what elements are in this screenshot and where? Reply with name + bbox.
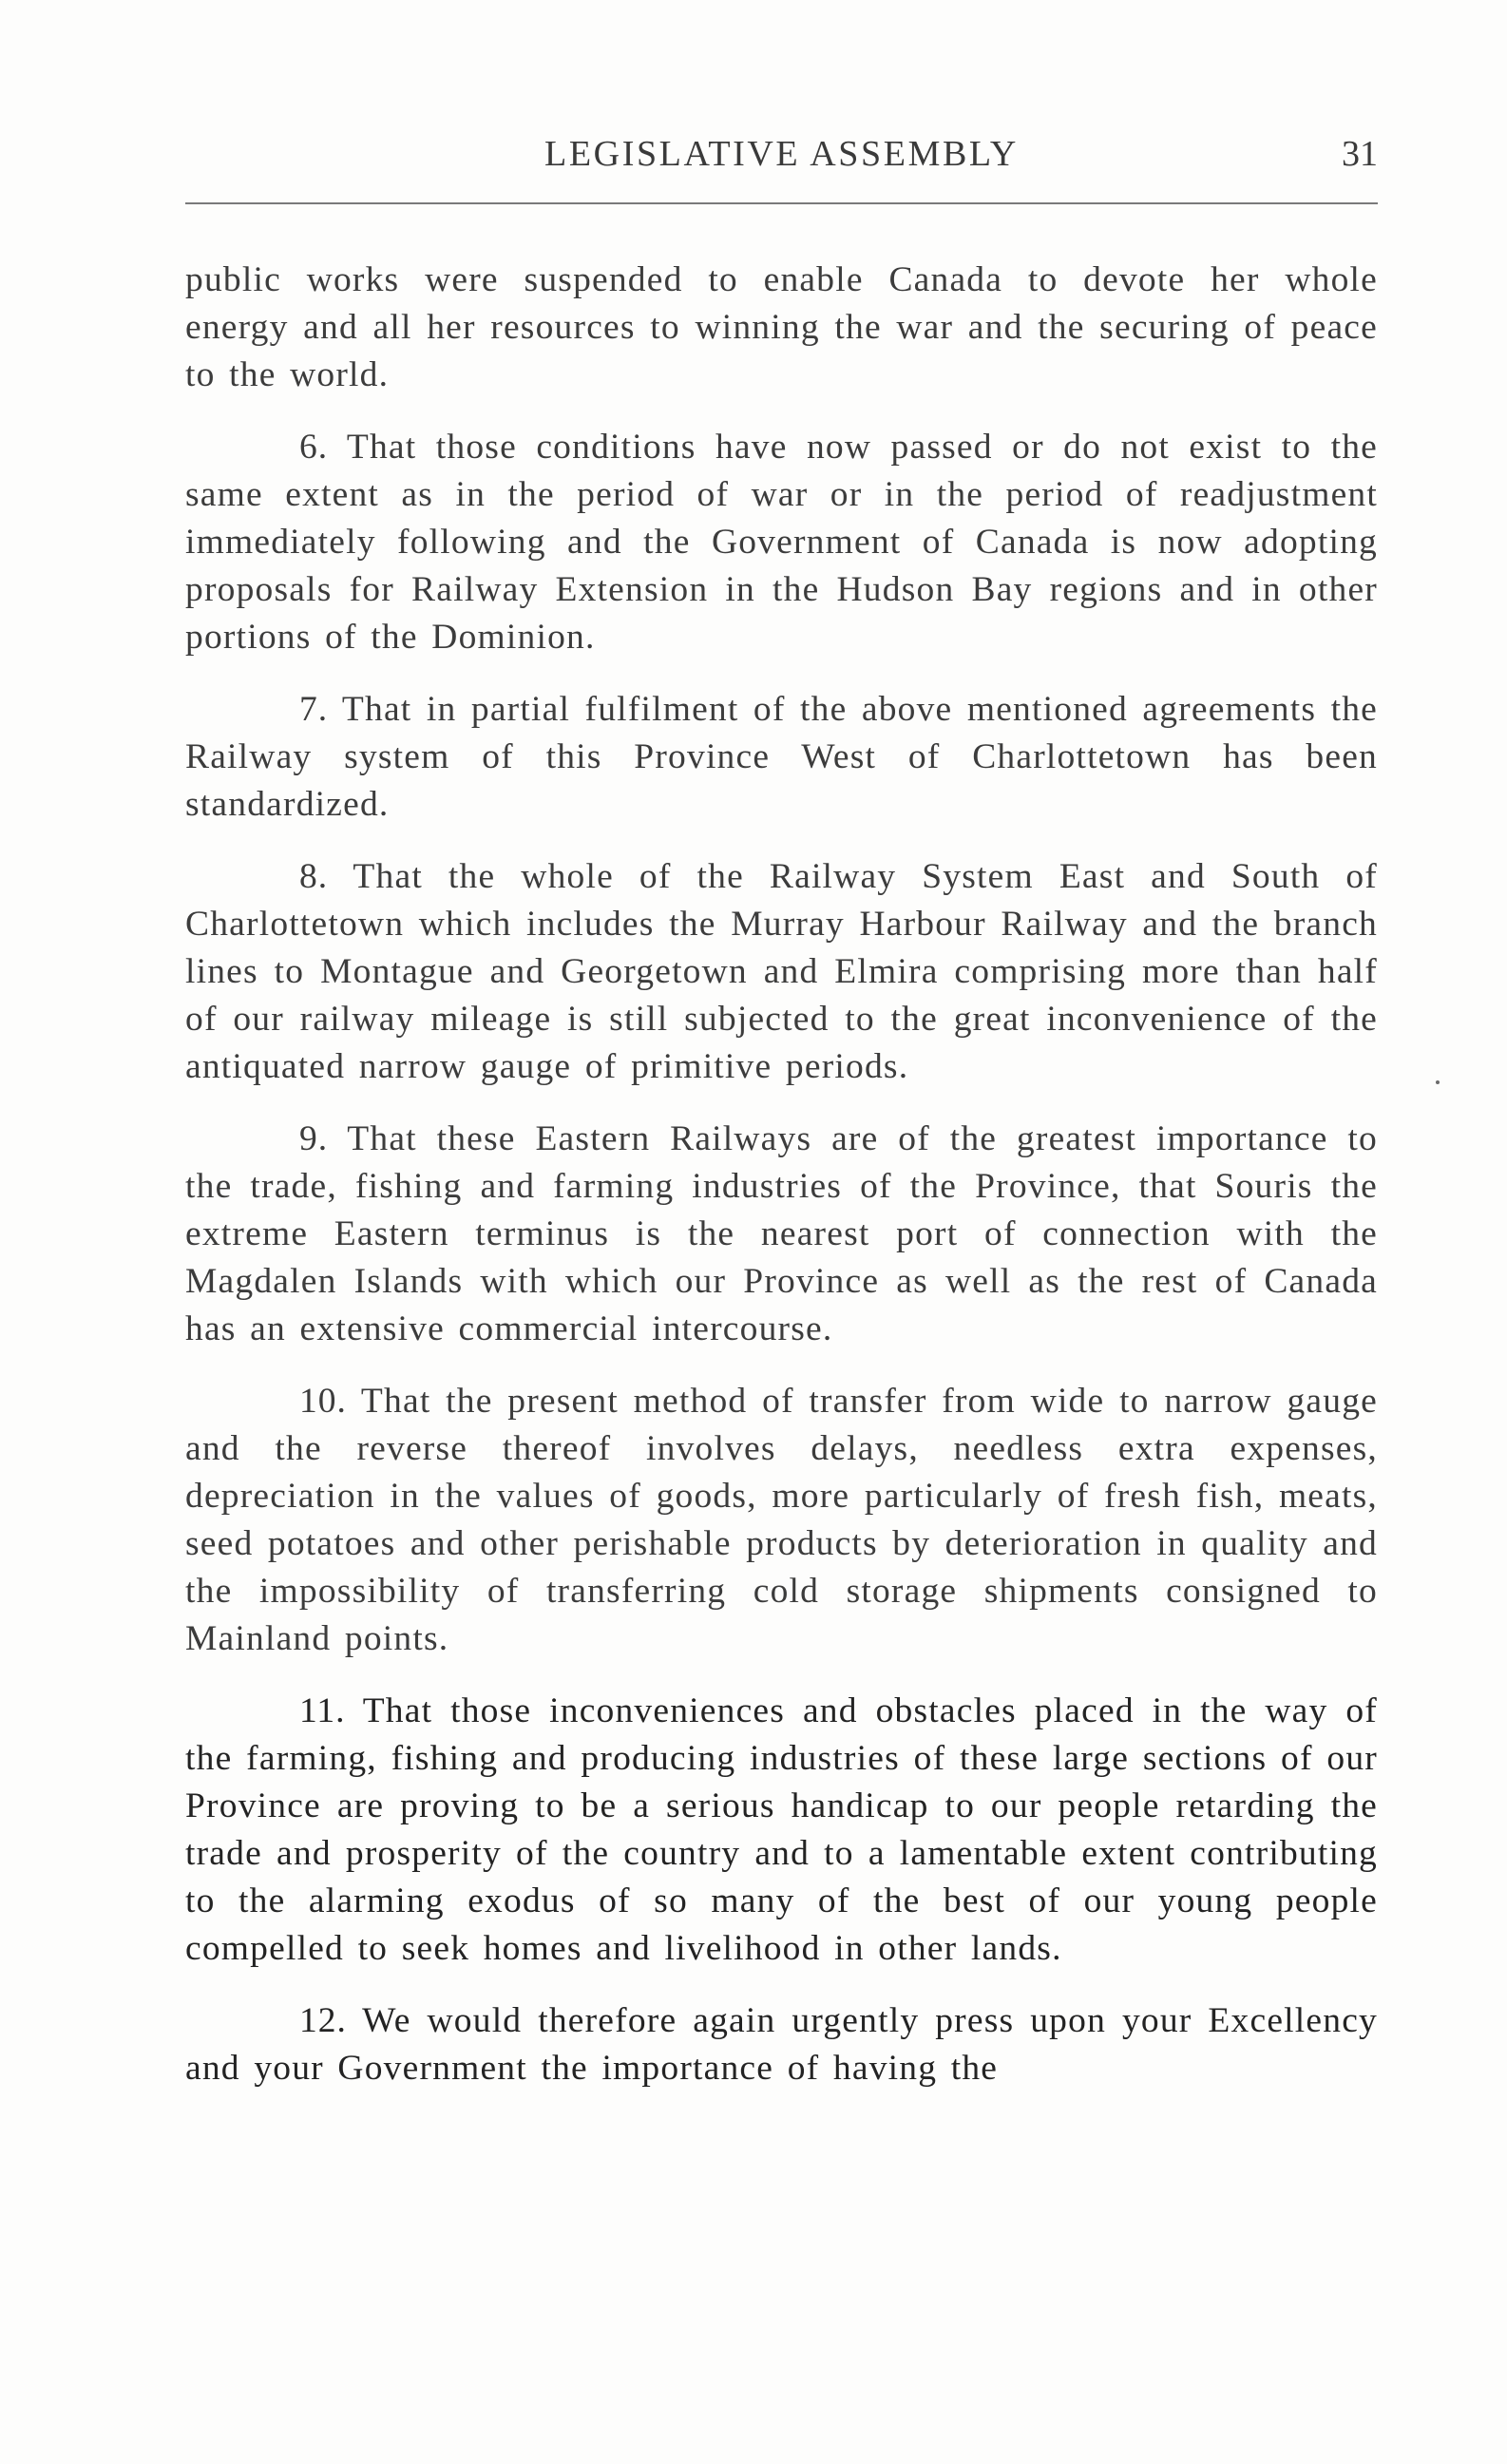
paragraph-text: That in partial fulfilment of the above mentioned agreements the Railway system of this Province West of Charlottetown has been standardized. xyxy=(185,690,1378,824)
paragraph-text: That those inconveniences and obstacles placed in the way of the farming, fishing and producing industries of these large sections of our Province are proving to be a serious handicap to our people retarding the trade and prosperity of the country and to a lamentable extent contributing to the alarming exodus of so many of the best of our young people compelled to seek homes and livelihood in other lands. xyxy=(185,1691,1378,1968)
paragraph-number: 10. xyxy=(299,1382,347,1421)
body-text xyxy=(185,257,1378,2092)
paragraph-number: 7. xyxy=(299,690,329,729)
paragraph-number: 6. xyxy=(299,428,329,467)
paragraph-text: That those conditions have now passed or do not exist to the same extent as in the period of war or in the period of readjustment immediately following and the Government of Canada is now adopting proposals for Railway Extension in the Hudson Bay regions and in other portions of the Dominion. xyxy=(185,428,1378,657)
running-title: LEGISLATIVE ASSEMBLY xyxy=(544,134,1019,174)
paragraph-7 xyxy=(185,686,1378,829)
header-rule xyxy=(185,202,1378,204)
paragraph-number: 9. xyxy=(299,1119,329,1158)
paragraph-number: 12. xyxy=(299,2001,347,2040)
paragraph-text: public works were suspended to enable Canada to devote her whole energy and all her resources to winning the war and the securing of peace to the world. xyxy=(185,260,1378,394)
paragraph-6 xyxy=(185,424,1378,661)
paragraph-text: That the present method of transfer from wide to narrow gauge and the reverse thereof involves delays, needless extra expenses, depreciation in the values of goods, more particularly of fresh fish, meats, seed potatoes and other perishable products by deterioration in quality and the impossibility of transferring cold storage shipments consigned to Mainland points. xyxy=(185,1382,1379,1658)
paragraph-text: That the whole of the Railway System East and South of Charlottetown which includes the Murray Harbour Railway and the branch lines to Montague and Georgetown and Elmira comprising more than half of our railway mileage is still subjected to the great inconvenience of the antiquated narrow gauge of primitive periods. xyxy=(185,857,1378,1086)
paragraph-9 xyxy=(185,1116,1378,1353)
paragraph-10 xyxy=(185,1378,1378,1663)
paragraph-11 xyxy=(185,1688,1378,1973)
page-number: 31 xyxy=(1342,134,1378,174)
running-head xyxy=(185,133,1378,190)
paragraph-continuation xyxy=(185,257,1378,399)
paragraph-number: 8. xyxy=(299,857,329,896)
paragraph-8 xyxy=(185,853,1378,1091)
paragraph-text: That these Eastern Railways are of the greatest importance to the trade, fishing and farming industries of the Province, that Souris the extreme Eastern terminus is the nearest port of connection with the Magdalen Islands with which our Province as well as the rest of Canada has an extensive commercial intercourse. xyxy=(185,1119,1378,1348)
margin-speck xyxy=(1436,1080,1440,1084)
paragraph-text: We would therefore again urgently press upon your Excellency and your Government the importance of having the xyxy=(185,2001,1378,2088)
paragraph-number: 11. xyxy=(299,1691,346,1730)
paragraph-12 xyxy=(185,1997,1378,2092)
